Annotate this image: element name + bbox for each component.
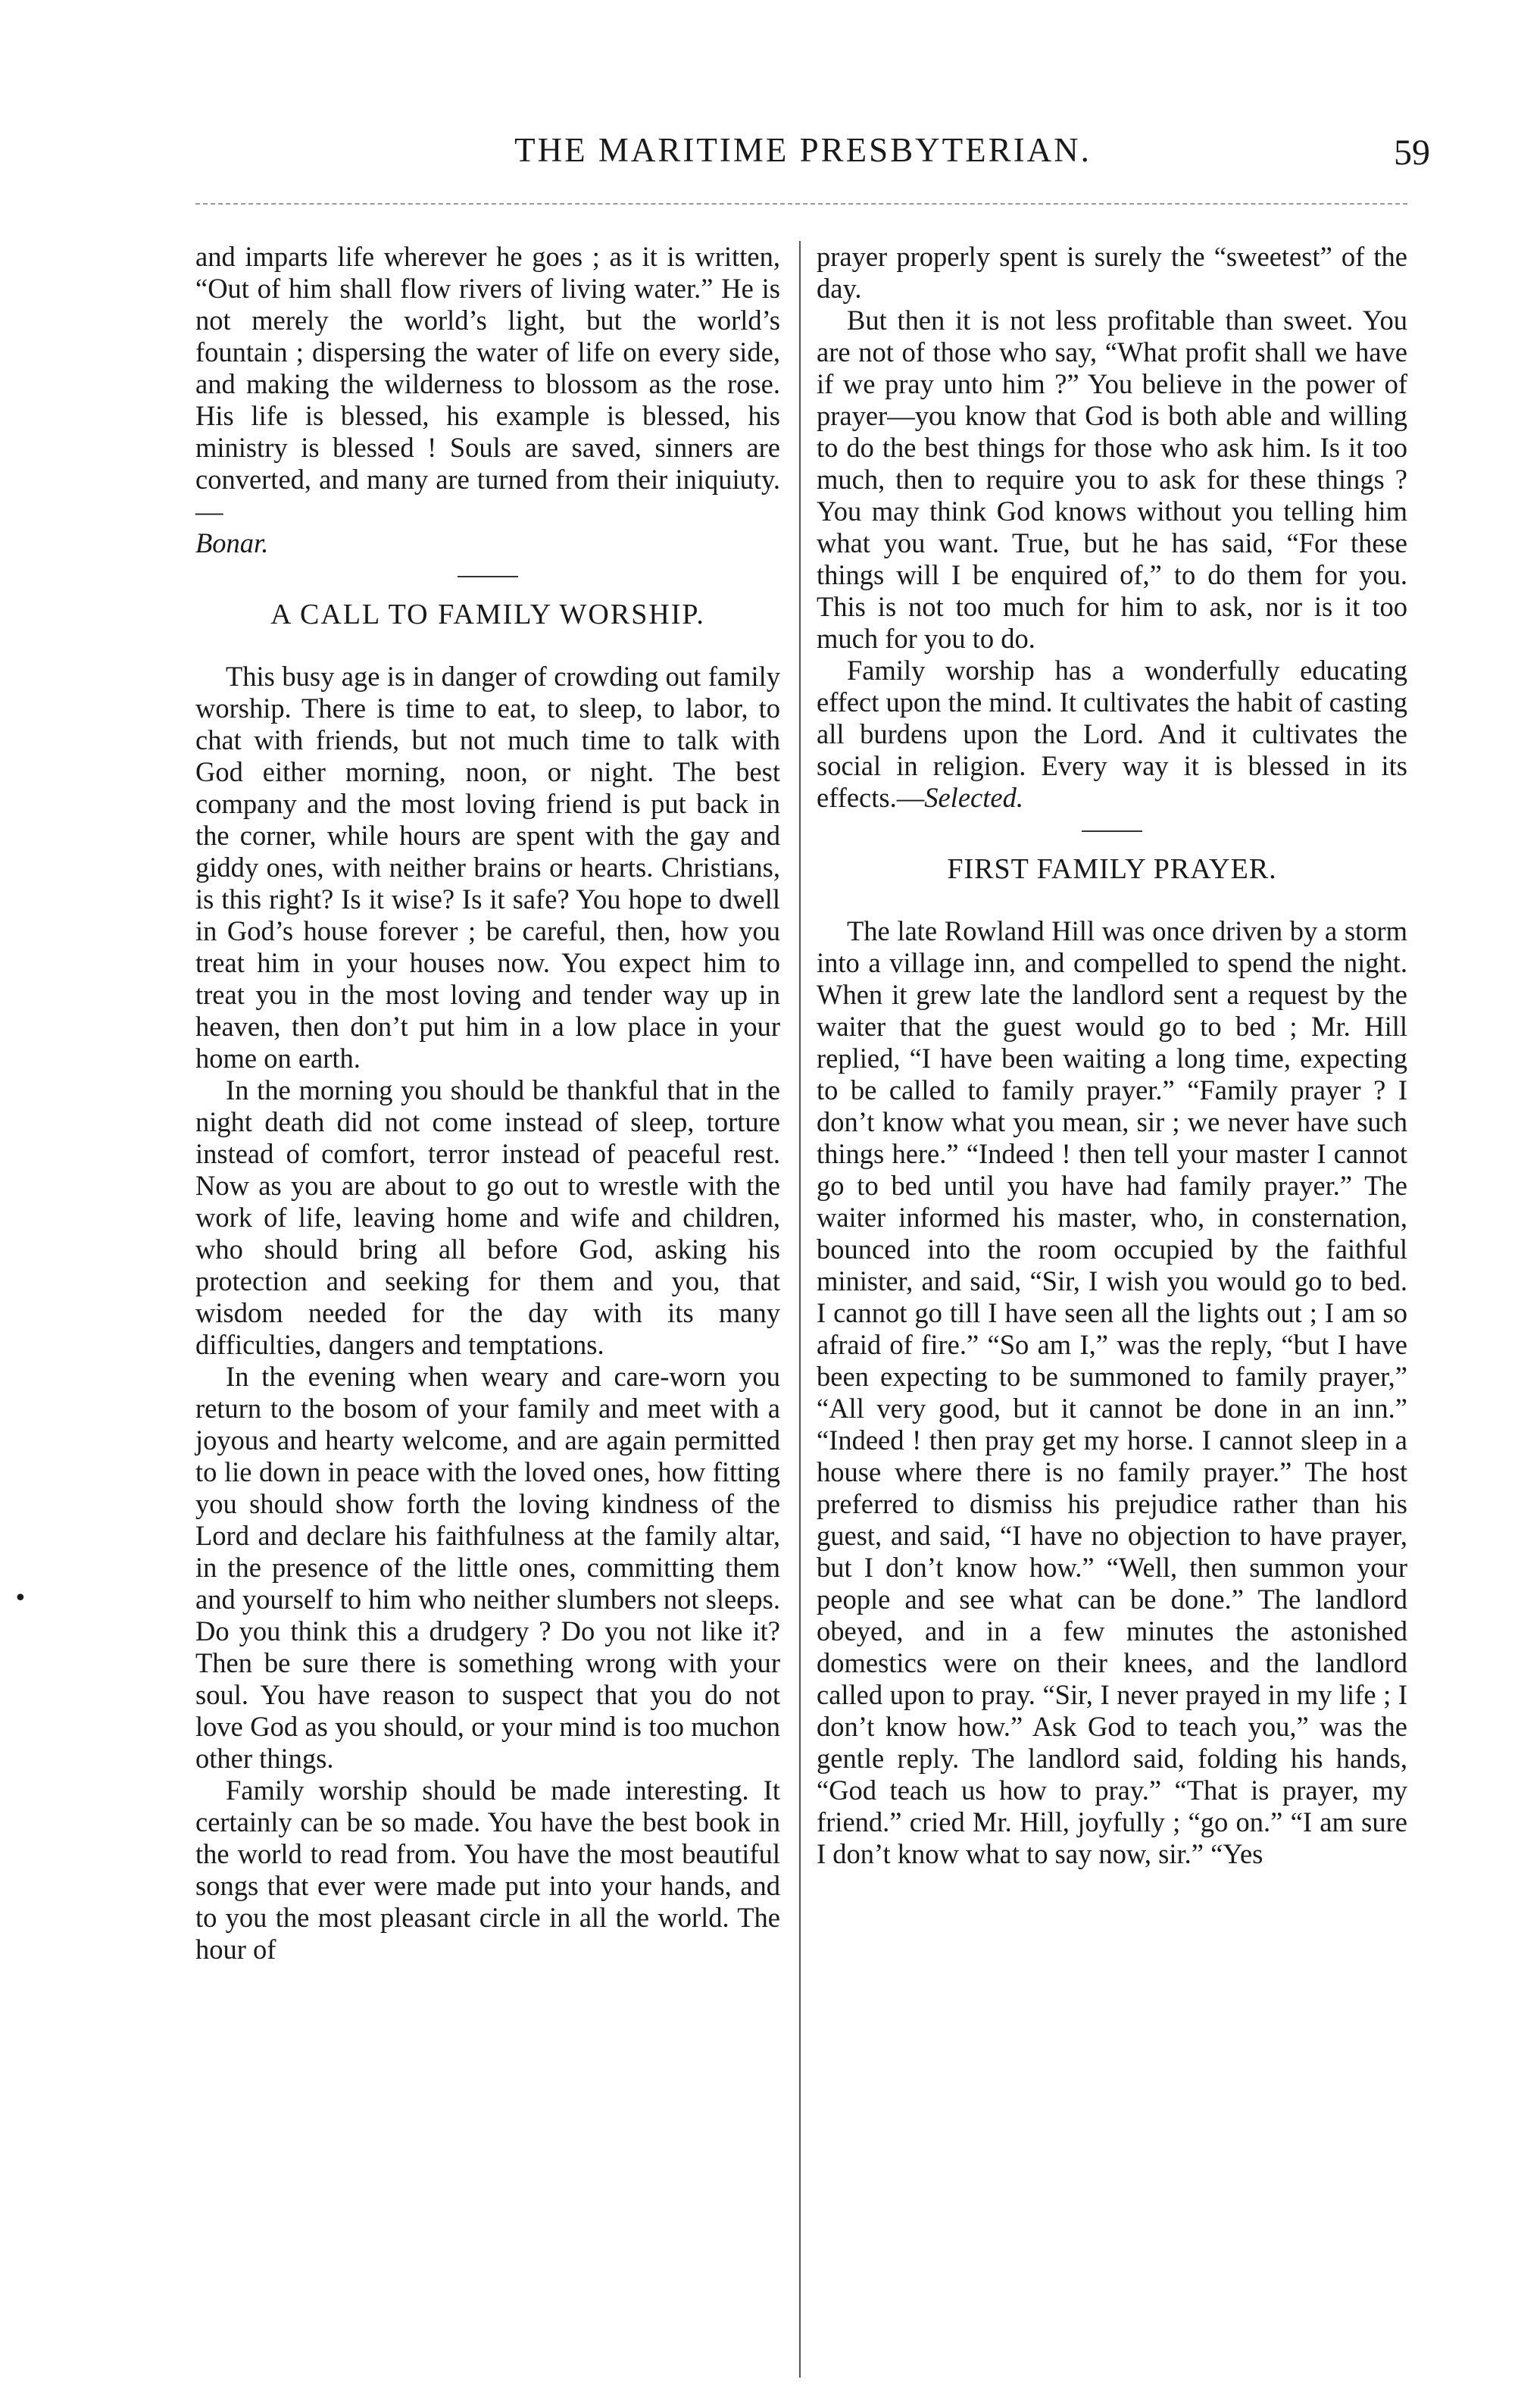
paragraph: prayer properly spent is surely the “sweetest” of the day. (817, 241, 1407, 304)
paragraph (817, 655, 1407, 814)
intro-text: and imparts life wherever he goes ; as it is written, “Out of him shall flow rivers of living water.” He is not merely the world’s light, but the world’s fountain ; dispersing the water of life on every side, and making the wilderness to blossom as the rose. His life is blessed, his example is blessed, his ministry is blessed ! Souls are saved, sinners are converted, and many are turned from their iniquiuty.— (195, 241, 780, 527)
intro-attribution: Bonar. (195, 527, 269, 558)
paragraph: In the evening when weary and care-worn you return to the bosom of your family and meet with a joyous and hearty welcome, and are again permitted to lie down in peace with the loved ones, how fitting you should show forth the loving kindness of the Lord and declare his faithfulness at the family altar, in the presence of the little ones, committing them and yourself to him who neither slumbers not sleeps. Do you think this a drudgery ? Do you not like it? Then be sure there is something wrong with your soul. You have reason to suspect that you do not love God as you should, or your mind is too muchon other things. (195, 1361, 780, 1774)
intro-paragraph (195, 241, 780, 559)
page-header (0, 130, 1518, 191)
column-divider (799, 241, 801, 2378)
paragraph: This busy age is in danger of crowding out family worship. There is time to eat, to sleep, to labor, to chat with friends, but not much time to talk with God either morning, noon, or night. The best company and the most loving friend is put back in the corner, while hours are spent with the gay and giddy ones, with neither brains or hearts. Christians, is this right? Is it wise? Is it safe? You hope to dwell in God’s house forever ; be careful, then, how you treat him in your houses now. You expect him to treat you in the most loving and tender way up in heaven, then don’t put him in a low place in your home on earth. (195, 661, 780, 1074)
header-rule (195, 203, 1407, 205)
section-separator (458, 576, 518, 577)
page-number: 59 (1394, 133, 1430, 173)
article-title-first-family-prayer: FIRST FAMILY PRAYER. (947, 853, 1277, 885)
margin-mark: • (14, 1585, 27, 1612)
paragraph: But then it is not less profitable than sweet. You are not of those who say, “What profit shall we have if we pray unto him ?” You believe in the power of prayer—you know that God is both able and willing to do the best things for those who ask him. Is it too much, then to require you to ask for these things ? You may think God knows without you telling him what you want. True, but he has said, “For these things will I be enquired of,” to do them for you. This is not too much for him to ask, nor is it too much for you to do. (817, 305, 1407, 654)
paragraph: Family worship should be made interesting. It certainly can be so made. You have the best book in the world to read from. You have the most beautiful songs that ever were made put into your hands, and to you the most pleasant circle in all the world. The hour of (195, 1775, 780, 1965)
attribution: Selected. (924, 782, 1023, 813)
paragraph: In the morning you should be thankful that in the night death did not come instead of sleep, torture instead of comfort, terror instead of peaceful rest. Now as you are about to go out to wrestle with the work of life, leaving home and wife and children, who should bring all before God, asking his protection and seeking for them and you, that wisdom needed for the day with its many difficulties, dangers and temptations. (195, 1074, 780, 1360)
publication-title: THE MARITIME PRESBYTERIAN. (514, 131, 1092, 169)
right-column (817, 241, 1407, 1870)
section-separator (1082, 830, 1142, 832)
paragraph-text: Family worship has a wonderfully educating effect upon the mind. It cultivates the habit of casting all burdens upon the Lord. And it cultivates the social in religion. Every way it is blessed in its effects.— (817, 655, 1407, 813)
story-paragraph: The late Rowland Hill was once driven by a storm into a village inn, and compelled to spend the night. When it grew late the landlord sent a request by the waiter that the guest would go to bed ; Mr. Hill replied, “I have been waiting a long time, expecting to be called to family prayer.” “Family prayer ? I don’t know what you mean, sir ; we never have such things here.” “Indeed ! then tell your master I cannot go to bed until you have had family prayer.” The waiter informed his master, who, in consternation, bounced into the room occupied by the faithful minister, and said, “Sir, I wish you would go to bed. I cannot go till I have seen all the lights out ; I am so afraid of fire.” “So am I,” was the reply, “but I have been expecting to be summoned to family prayer,” “All very good, but it cannot be done in an inn.” “Indeed ! then pray get my horse. I cannot sleep in a house where there is no family prayer.” The host preferred to dismiss his prejudice rather than his guest, and said, “I have no objection to have prayer, but I don’t know how.” “Well, then summon your people and see what can be done.” The landlord obeyed, and in a few minutes the astonished domestics were on their knees, and the landlord called upon to pray. “Sir, I never prayed in my life ; I don’t know how.” Ask God to teach you,” was the gentle reply. The landlord said, folding his hands, “God teach us how to pray.” “That is prayer, my friend.” cried Mr. Hill, joyfully ; “go on.” “I am sure I don’t know what to say now, sir.” “Yes (817, 915, 1407, 1869)
article-title-family-worship: A CALL TO FAMILY WORSHIP. (270, 599, 705, 630)
left-column (195, 241, 780, 1965)
